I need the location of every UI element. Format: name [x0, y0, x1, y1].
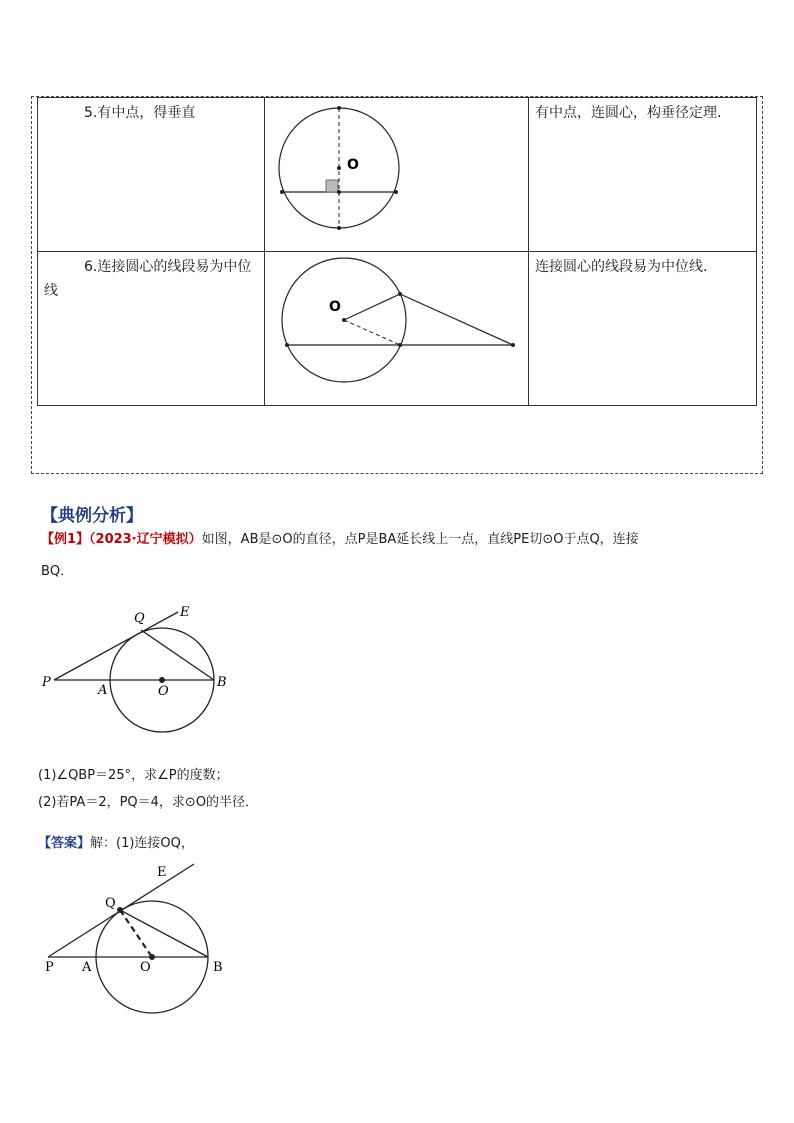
tip-method: 有中点，连圆心，构垂径定理. — [535, 105, 722, 121]
point-label: Q — [134, 611, 145, 626]
point-label: Q — [105, 896, 116, 911]
section-title: 【典例分析】 — [41, 506, 143, 526]
perpendicular-diameter-figure — [265, 98, 529, 251]
midline-figure — [265, 252, 529, 405]
example-text-cont: BQ． — [41, 564, 74, 579]
center-label: O — [329, 299, 341, 315]
question-1: (1)∠QBP＝25°，求∠P的度数； — [38, 768, 229, 783]
example-statement — [41, 529, 761, 551]
table-row — [38, 252, 757, 406]
point-label: O — [140, 960, 151, 975]
answer-statement — [38, 832, 194, 851]
answer-text: 解：(1)连接OQ， — [90, 836, 194, 851]
tip-title: 5.有中点，得垂直 — [84, 105, 196, 121]
point-label: O — [158, 684, 169, 699]
example-text: 如图，AB是⊙O的直径，点P是BA延长线上一点，直线PE切⊙O于点Q，连接 — [201, 532, 639, 547]
center-label: O — [347, 157, 359, 173]
question-2: (2)若PA＝2，PQ＝4，求⊙O的半径． — [38, 795, 259, 810]
tips-table — [37, 97, 757, 406]
tip-method: 连接圆心的线段易为中位线. — [535, 259, 708, 275]
tip-figure — [265, 98, 529, 252]
example-tag: 【例1】 — [41, 532, 90, 547]
answer-figure — [36, 856, 246, 1021]
point-label: B — [213, 960, 223, 975]
example-source: （2023·辽宁模拟） — [89, 532, 202, 547]
answer-tag: 【答案】 — [38, 836, 91, 851]
point-label: E — [180, 605, 190, 620]
point-label: E — [157, 865, 167, 880]
tip-title: 6.连接圆心的线段易为中位线 — [44, 259, 252, 299]
point-label: A — [98, 683, 108, 698]
table-row — [38, 98, 757, 252]
point-label: A — [82, 960, 92, 975]
tip-figure — [265, 252, 529, 406]
point-label: P — [42, 675, 51, 690]
point-label: P — [45, 960, 54, 975]
example-figure — [36, 600, 246, 735]
point-label: B — [217, 675, 227, 690]
